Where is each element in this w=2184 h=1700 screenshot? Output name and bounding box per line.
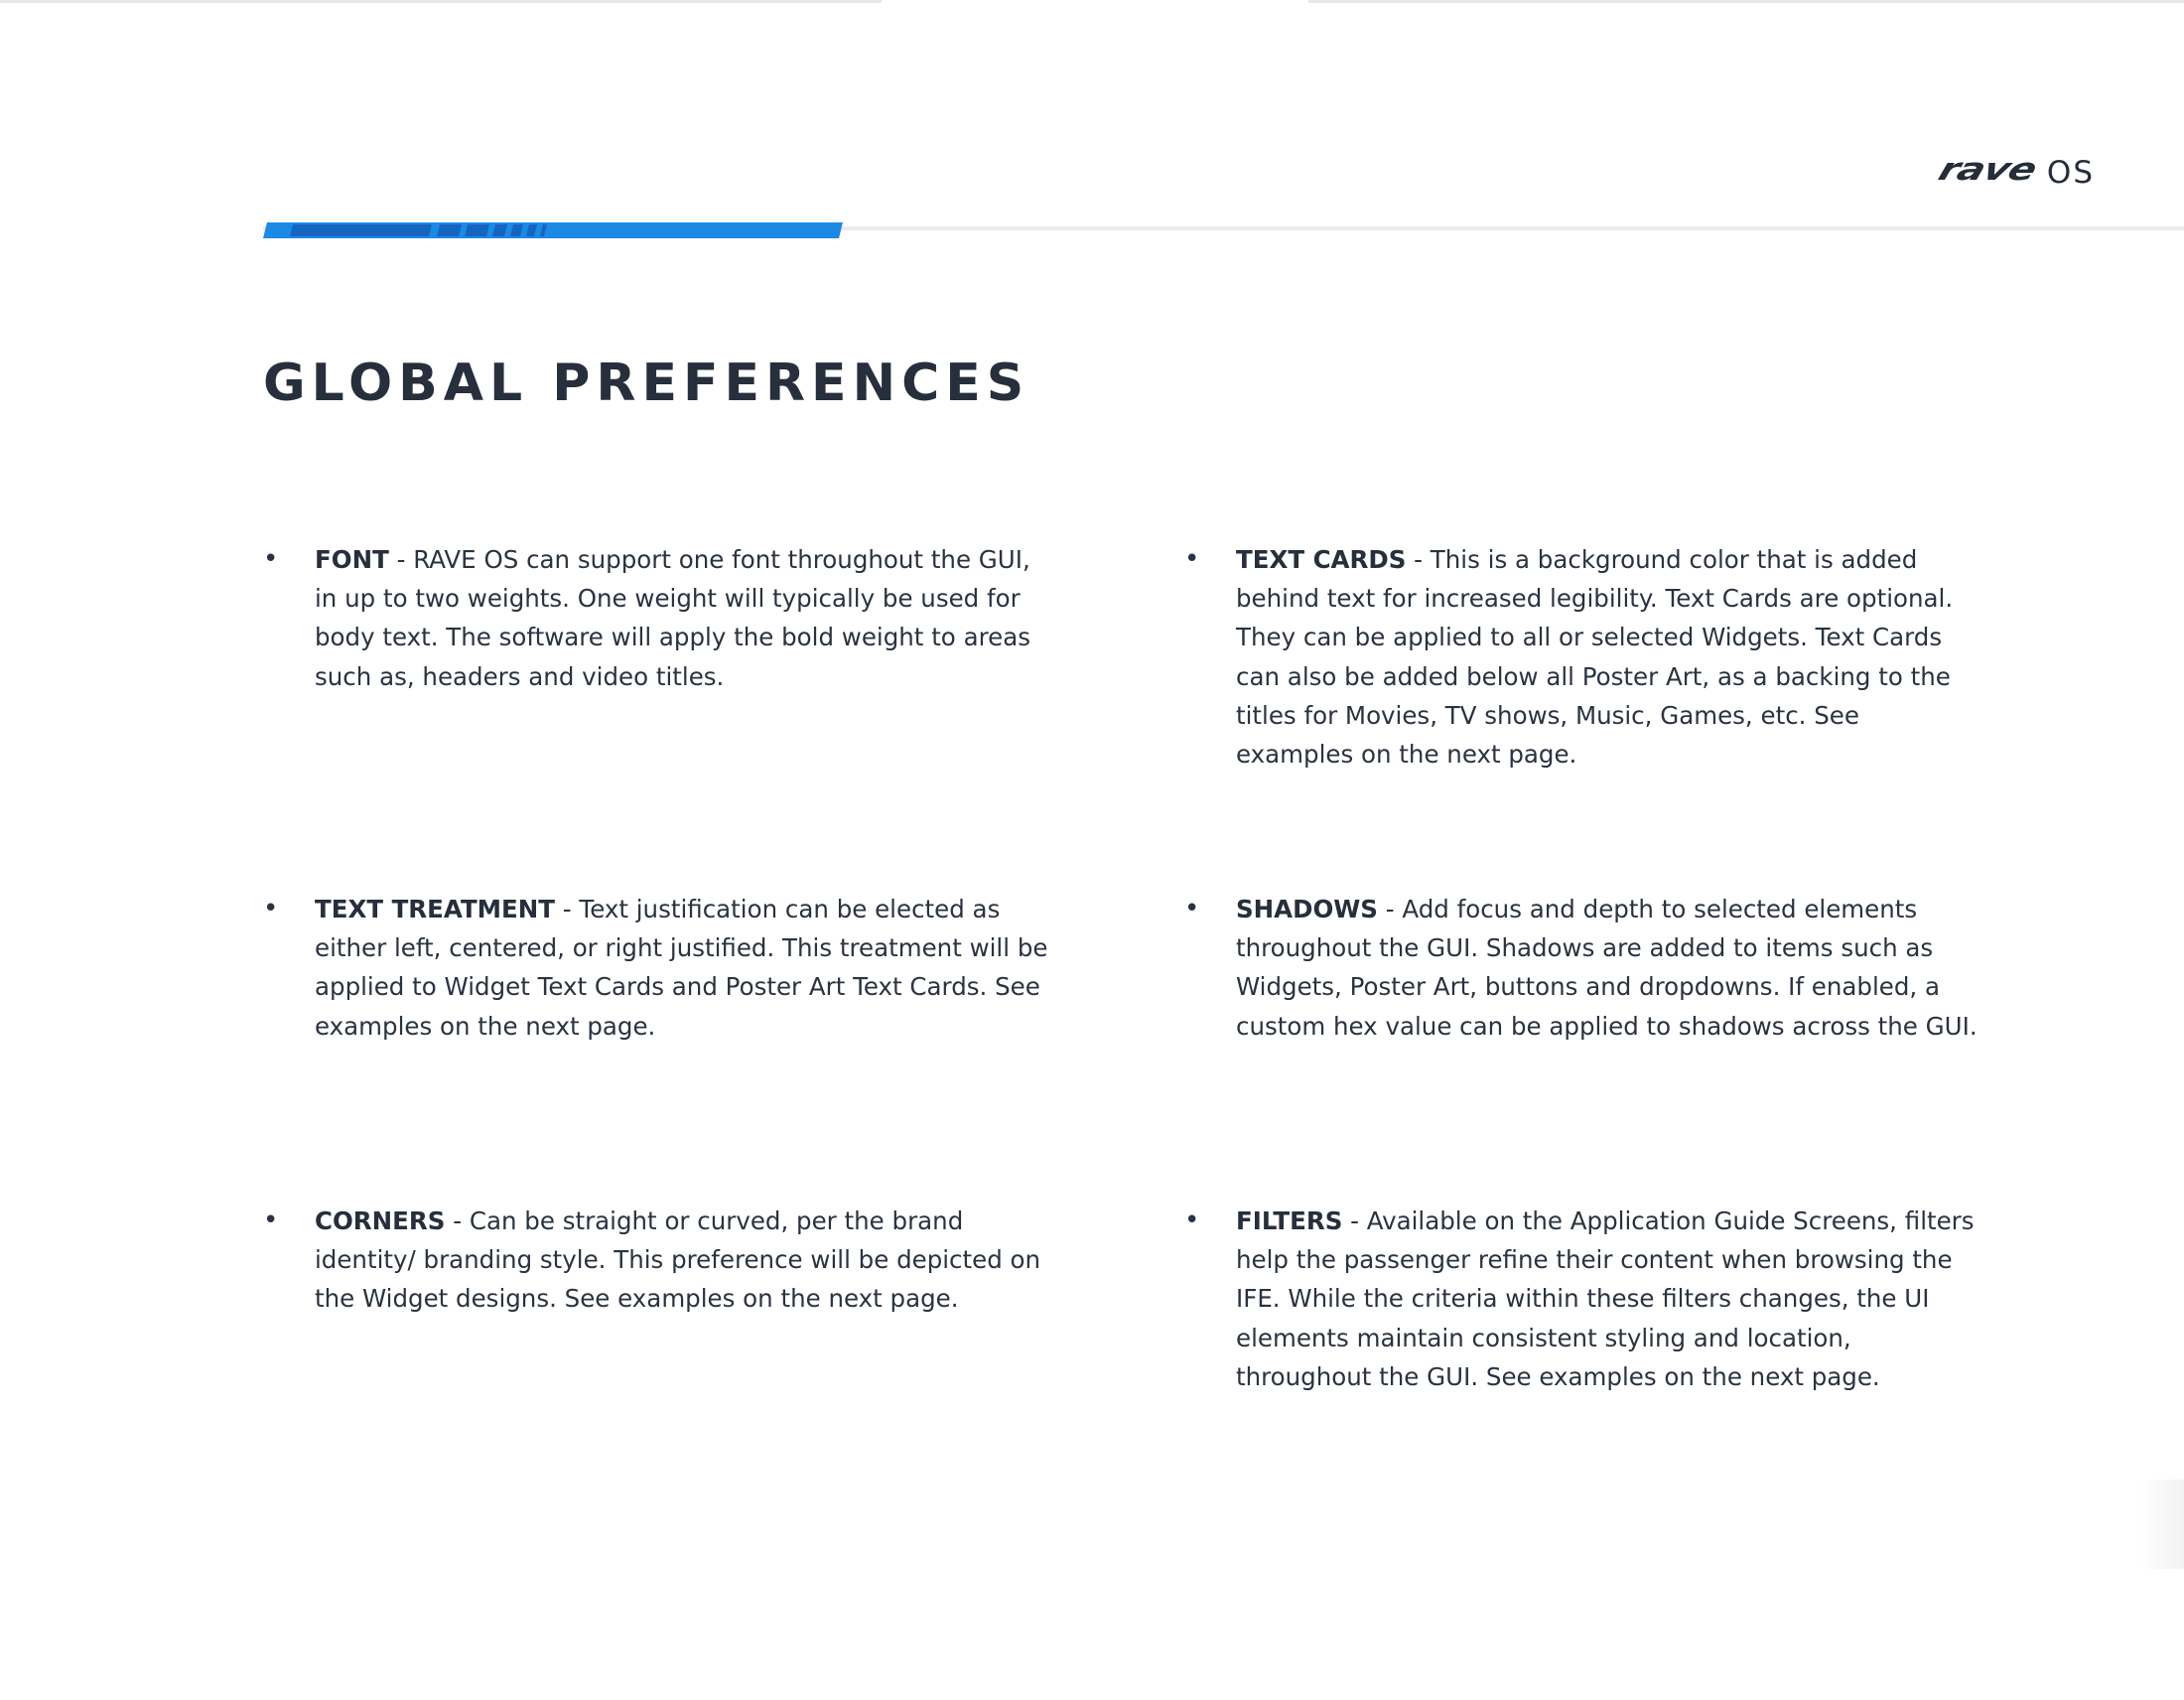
- bullet-dot-icon: •: [1184, 544, 1200, 574]
- bullet-text-cards: [1184, 540, 1979, 774]
- bullet-term: SHADOWS: [1236, 895, 1378, 923]
- logo-os-label: OS: [2046, 155, 2095, 191]
- bullet-description: - Available on the Application Guide Screens, filters help the passenger refine their content when browsing the IFE. While the criteria within these filters changes, the UI elements maintain consistent styling and location, throughout the GUI. See examples on the next page.: [1236, 1206, 1975, 1391]
- bullet-text: [1236, 540, 1979, 774]
- bullet-text: [315, 540, 1057, 696]
- bullet-dot-icon: •: [1184, 894, 1200, 923]
- bullet-text: [315, 890, 1057, 1046]
- bullet-term: CORNERS: [315, 1206, 446, 1235]
- bullet-term: FILTERS: [1236, 1206, 1343, 1235]
- bullet-term: TEXT TREATMENT: [315, 895, 555, 923]
- bullet-shadows: [1184, 890, 1979, 1046]
- page-curl-shadow: [2139, 1480, 2184, 1569]
- top-divider-right: [1308, 0, 2184, 3]
- bullet-description: - This is a background color that is added behind text for increased legibility. Text Cards are optional. They can be applied to all or selected Widgets. Text Cards can also be added below all Poster Art, as a backing to the titles for Movies, TV shows, Music, Games, etc. See examples on the next page.: [1236, 545, 1954, 770]
- bullet-description: - Can be straight or curved, per the brand identity/ branding style. This preference will be depicted on the Widget designs. See examples on the next page.: [315, 1206, 1041, 1314]
- bullet-term: TEXT CARDS: [1236, 545, 1407, 574]
- bullet-text: [1236, 890, 1979, 1046]
- page-title: GLOBAL PREFERENCES: [263, 354, 1030, 413]
- bullet-term: FONT: [315, 545, 389, 574]
- bullet-text: [315, 1202, 1057, 1319]
- bullet-corners: [263, 1202, 1057, 1319]
- bullet-text-treatment: [263, 890, 1057, 1046]
- bullet-description: - Add focus and depth to selected elements throughout the GUI. Shadows are added to items such as Widgets, Poster Art, buttons and dropdowns. If enabled, a custom hex value can be applied to shadows across the GUI.: [1236, 895, 1978, 1041]
- bullet-dot-icon: •: [1184, 1205, 1200, 1235]
- bullet-description: - Text justification can be elected as either left, centered, or right justified. This treatment will be applied to Widget Text Cards and Poster Art Text Cards. See examples on the next page.: [315, 895, 1048, 1041]
- logo-wordmark: rave: [1934, 152, 2041, 188]
- bullet-description: - RAVE OS can support one font throughout the GUI, in up to two weights. One weight will typically be used for body text. The software will apply the bold weight to areas such as, headers and video titles.: [315, 545, 1030, 691]
- top-divider-left: [0, 0, 882, 3]
- bullet-font: [263, 540, 1057, 696]
- brand-logo: [1934, 147, 2095, 193]
- bullet-dot-icon: •: [263, 1205, 279, 1235]
- bullet-dot-icon: •: [263, 894, 279, 923]
- bullet-filters: [1184, 1202, 1979, 1396]
- accent-stripe-graphic: [263, 222, 849, 240]
- bullet-dot-icon: •: [263, 544, 279, 574]
- bullet-text: [1236, 1202, 1979, 1396]
